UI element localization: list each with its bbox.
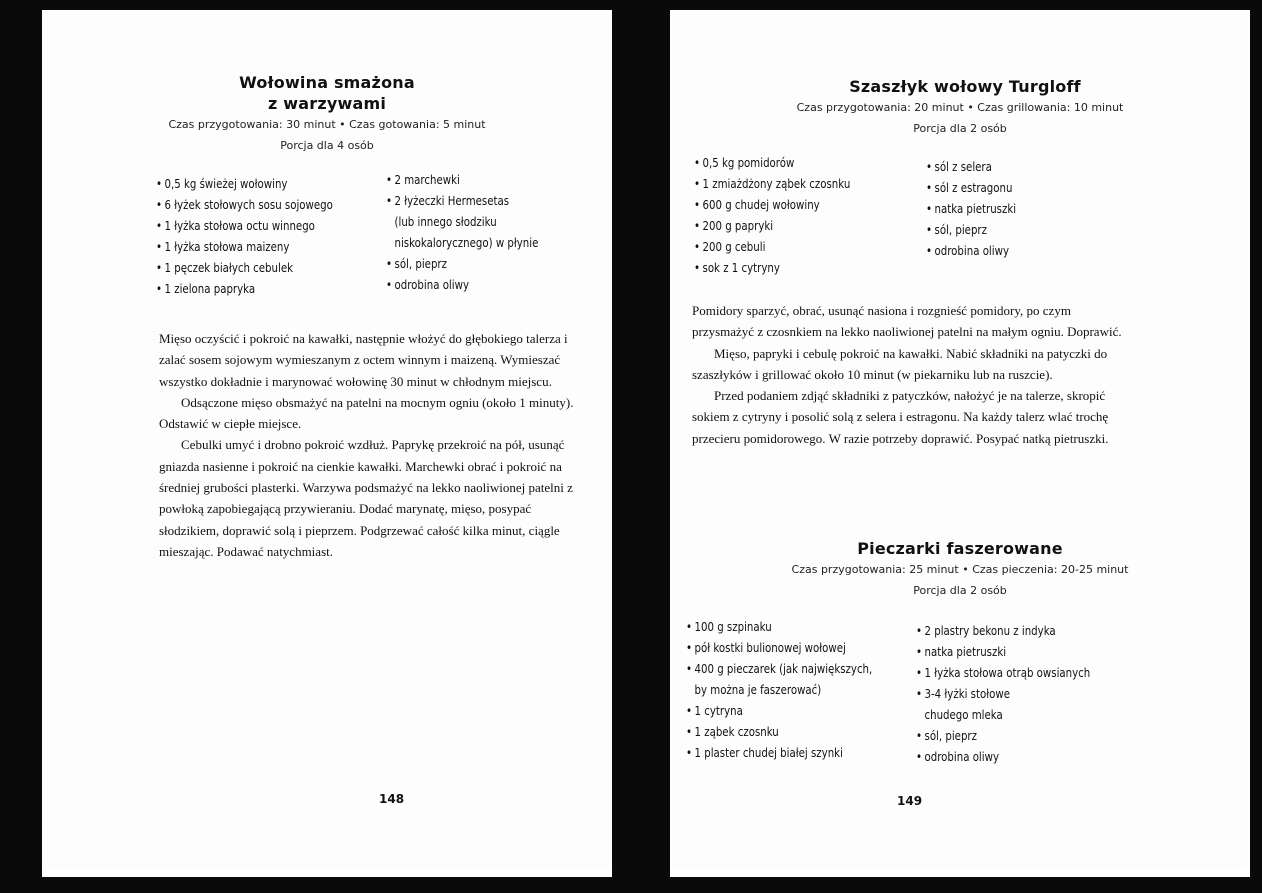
ingredient-item: • 200 g cebuli [694,237,850,258]
ingredients-column-1 [686,617,905,764]
ingredient-item: • 6 łyżek stołowych sosu sojowego [156,195,333,216]
ingredient-item: • 1 łyżka stołowa otrąb owsianych [916,663,1090,684]
ingredient-item: • sól, pieprz [916,726,1090,747]
ingredient-item: • natka pietruszki [926,199,1016,220]
book-spine [612,0,670,893]
recipe-wolowina [44,72,610,562]
page-number: 149 [897,794,923,808]
recipe-instructions [692,300,1132,449]
ingredients-column-2 [386,170,565,296]
ingredient-item-continued: chudego mleka [924,708,1003,722]
ingredient-item: • 0,5 kg świeżej wołowiny [156,174,333,195]
recipe-servings: Porcja dla 2 osób [913,122,1007,135]
recipe-title-line2: z warzywami [267,94,387,113]
ingredient-item-continued: niskokalorycznego) w płynie [394,236,539,250]
ingredient-item: • sól z estragonu [926,178,1016,199]
recipe-instructions [159,328,584,562]
recipe-pieczarki [672,538,1248,767]
ingredients-column-2 [926,157,1032,262]
instruction-paragraph: Mięso oczyścić i pokroić na kawałki, następnie włożyć do głębokiego talerza i zalać sosem sojowym wymieszanym z octem winnym i maizeną. Wymieszać wszystko dokładnie i marynować wołowinę 30 minut w chłodnym miejscu. [159,331,568,389]
ingredients [672,617,1248,767]
ingredient-item: • 1 łyżka stołowa maizeny [156,237,333,258]
recipe-szaszlyk [672,76,1248,449]
ingredient-item: • 2 marchewki [386,170,538,191]
ingredients [44,174,610,304]
recipe-servings: Porcja dla 2 osób [913,584,1007,597]
ingredient-item-continued: (lub innego słodziku [394,215,497,229]
instruction-paragraph: Odsączone mięso obsmażyć na patelni na mocnym ogniu (około 1 minuty). Odstawić w ciepłe miejsce. [159,394,574,432]
ingredient-item: • 100 g szpinaku [686,617,872,638]
ingredient-item: • 200 g papryki [694,216,850,237]
instruction-paragraph: Pomidory sparzyć, obrać, usunąć nasiona i rozgnieść pomidory, po czym przysmażyć z czosnkiem na lekko naoliwionej patelni na małym ogniu. Doprawić. [692,303,1122,340]
ingredient-item: • 1 łyżka stołowa octu winnego [156,216,333,237]
recipe-title [44,72,610,114]
ingredient-item: • 2 plastry bekonu z indyka [916,621,1090,642]
ingredient-item: • 1 ząbek czosnku [686,722,872,743]
recipe-times: Czas przygotowania: 20 minut • Czas grillowania: 10 minut [796,101,1124,114]
ingredient-item: • 0,5 kg pomidorów [694,153,850,174]
ingredients [672,153,1248,273]
recipe-times: Czas przygotowania: 25 minut • Czas pieczenia: 20-25 minut [791,563,1129,576]
ingredient-item: • sok z 1 cytryny [694,258,850,279]
instruction-paragraph: Cebulki umyć i drobno pokroić wzdłuż. Paprykę przekroić na pół, usunąć gniazda nasienne i pokroić na cienkie kawałki. Marchewki obrać i pokroić na średniej grubości plasterki. Warzywa podsmażyć na lekko naoliwionej patelni z powłoką zapobiegającą przywieraniu. Dodać marynatę, mięso, posypać słodzikiem, doprawić solą i pieprzem. Podgrzewać całość kilka minut, ciągle mieszając. Podawać natychmiast. [159,437,573,559]
ingredient-item: • sól, pieprz [926,220,1016,241]
recipe-servings: Porcja dla 4 osób [280,139,374,152]
ingredients-column-1 [156,174,364,300]
ingredient-item: • 400 g pieczarek (jak największych, [686,659,872,680]
ingredient-item: • odrobina oliwy [926,241,1016,262]
ingredient-item: • 1 zmiażdżony ząbek czosnku [694,174,850,195]
page-number: 148 [379,792,405,806]
ingredient-item: • 1 plaster chudej białej szynki [686,743,872,764]
ingredients-column-2 [916,621,1121,768]
book-edge-left [0,0,42,893]
recipe-title: Szaszłyk wołowy Turgloff [849,77,1081,96]
ingredient-item: • odrobina oliwy [386,275,538,296]
ingredient-item: • 1 zielona papryka [156,279,333,300]
ingredient-item: • odrobina oliwy [916,747,1090,768]
ingredient-item: • 3-4 łyżki stołowe [916,684,1090,705]
ingredients-column-1 [694,153,878,279]
recipe-title-line1: Wołowina smażona [239,73,415,92]
left-page [44,12,610,870]
ingredient-item-continued: by można je faszerować) [694,683,822,697]
ingredient-item: • sól z selera [926,157,1016,178]
instruction-paragraph: Mięso, papryki i cebulę pokroić na kawałki. Nabić składniki na patyczki do szaszłyków i grillować około 10 minut (w piekarniku lub na ruszcie). [692,345,1108,382]
ingredient-item: • 600 g chudej wołowiny [694,195,850,216]
ingredient-item: • 1 pęczek białych cebulek [156,258,333,279]
ingredient-item: • 1 cytryna [686,701,872,722]
ingredient-item: • natka pietruszki [916,642,1090,663]
recipe-title: Pieczarki faszerowane [857,539,1063,558]
ingredient-item: • 2 łyżeczki Hermesetas [386,191,538,212]
right-page [672,12,1248,870]
recipe-times: Czas przygotowania: 30 minut • Czas gotowania: 5 minut [168,118,486,131]
ingredient-item: • pół kostki bulionowej wołowej [686,638,872,659]
ingredient-item: • sól, pieprz [386,254,538,275]
book-edge-right [1250,0,1262,893]
instruction-paragraph: Przed podaniem zdjąć składniki z patyczków, nałożyć je na talerze, skropić sokiem z cytryny i posolić solą z selera i estragonu. Na każdy talerz wlać trochę przecieru pomidorowego. W razie potrzeby doprawić. Posypać natką pietruszki. [692,388,1109,446]
